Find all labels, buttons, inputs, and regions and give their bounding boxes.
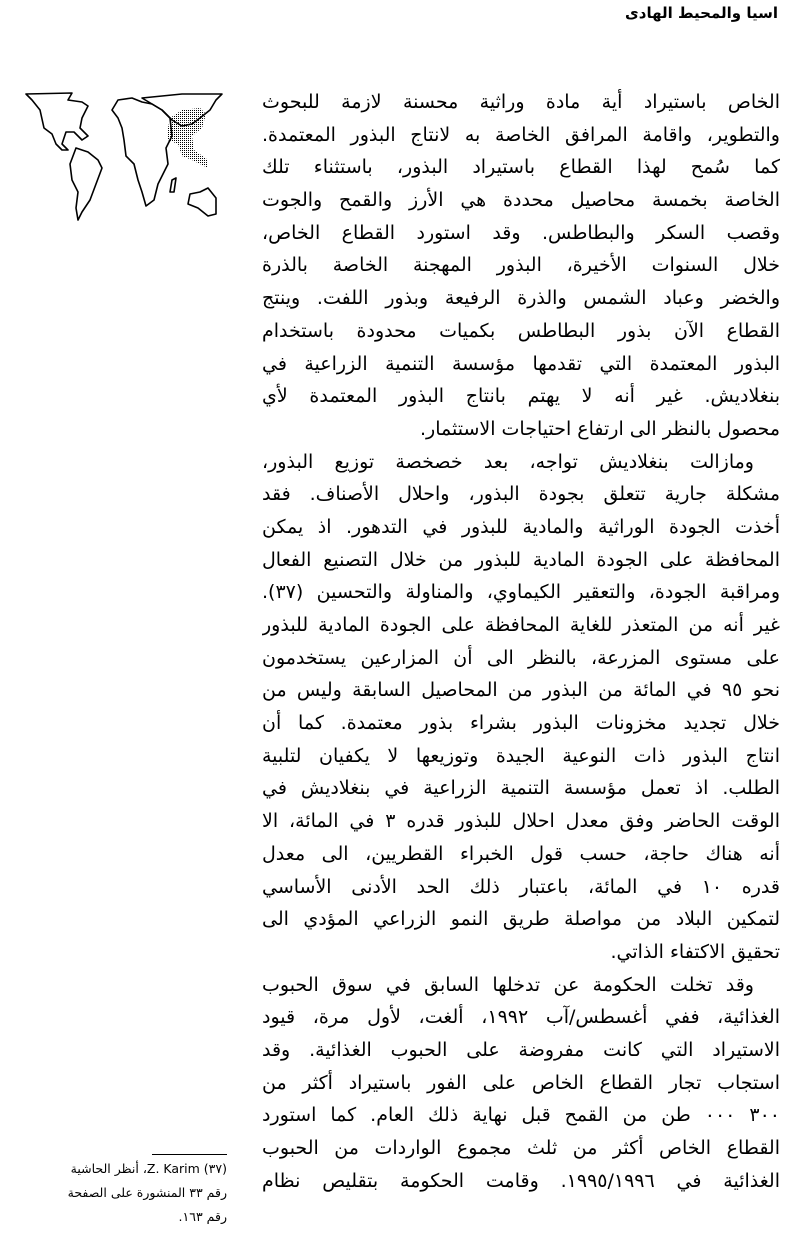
text-line: استجاب تجار القطاع الخاص على الفور باستيراد أكثر من: [262, 1071, 780, 1094]
text-line: خلال السنوات الأخيرة، البذور المهجنة الخاصة بالذرة: [262, 254, 780, 277]
footnote-line: (٣٧) Z. Karim، أنظر الحاشية: [70, 1161, 227, 1176]
text-line: قدره ١٠ في المائة، باعتبار ذلك الحد الأدنى الأساسي: [262, 875, 780, 898]
australia-outline: [188, 188, 216, 216]
text-line: محصول بالنظر الى ارتفاع احتياجات الاستثمار.: [420, 417, 780, 440]
running-head: اسيا والمحيط الهادى: [625, 4, 778, 22]
text-line: مشكلة جارية تتعلق بجودة البذور، واحلال الأصناف. فقد: [262, 483, 780, 506]
text-line: لتمكين البلاد من مواصلة طريق النمو الزراعي المؤدي الى: [262, 908, 780, 931]
text-line: أخذت الجودة الوراثية والمادية للبذور في التدهور. اذ يمكن: [262, 515, 780, 538]
text-line: البذور المعتمدة التي تقدمها مؤسسة التنمية الزراعية في: [262, 352, 780, 375]
north-america-outline: [26, 93, 88, 150]
paragraph-3: [262, 969, 780, 1198]
text-line: الغذائية في ١٩٩٥/١٩٩٦. وقامت الحكومة بتقليص نظام: [262, 1169, 780, 1192]
text-line: أنه هناك حاجة، حسب قول الخبراء القطريين، الى معدل: [262, 842, 780, 865]
text-line: القطاع الآن بذور البطاطس بكميات محدودة باستخدام: [262, 319, 780, 342]
south-america-outline: [70, 148, 102, 220]
footnote-divider: [152, 1154, 227, 1155]
text-line: الخاصة بخمسة محاصيل محددة هي الأرز والقمح والجوت: [262, 189, 780, 212]
text-line: الوقت الحاضر وفق معدل احلال للبذور قدره ٣ في المائة، الا: [262, 810, 780, 833]
text-line: غير أنه من المتعذر للغاية المحافظة على الجودة المادية للبذور: [262, 614, 780, 636]
text-line: ومراقبة الجودة، والتعقير الكيماوي، والمناولة والتحسين (٣٧).: [262, 581, 780, 604]
text-line: ومازالت بنغلاديش تواجه، بعد خصخصة توزيع البذور،: [262, 450, 754, 473]
madagascar-outline: [170, 178, 176, 192]
footnote-line: رقم ٣٣ المنشورة على الصفحة: [67, 1185, 227, 1200]
text-line: الطلب. اذ تعمل مؤسسة التنمية الزراعية في بنغلاديش في: [262, 777, 780, 800]
asia-highlight: [168, 108, 208, 168]
text-line: نحو ٩٥ في المائة من البذور من المحاصيل السابقة وليس من: [262, 679, 780, 702]
paragraph-2: [262, 446, 780, 969]
text-line: والتطوير، واقامة المرافق الخاصة به لانتاج البذور المعتمدة.: [262, 123, 780, 146]
text-line: خلال تجديد مخزونات البذور بشراء بذور معتمدة. كما أن: [262, 712, 780, 735]
text-line: تحقيق الاكتفاء الذاتي.: [610, 940, 780, 963]
text-line: وقصب السكر والبطاطس. وقد استورد القطاع الخاص،: [262, 221, 780, 244]
text-line: الاستيراد التي كانت مفروضة على الحبوب الغذائية. وقد: [262, 1038, 780, 1061]
text-line: على مستوى المزرعة، بالنظر الى أن المزارعين يستخدمون: [262, 646, 780, 669]
text-line: القطاع الخاص أكثر من ثلث مجموع الواردات من الحبوب: [262, 1137, 780, 1159]
text-line: الخاص باستيراد أية مادة وراثية محسنة لازمة للبحوث: [262, 91, 780, 113]
text-line: بنغلاديش. غير أنه لا يهتم بانتاج البذور المعتمدة لأي: [262, 385, 780, 408]
text-line: كما سُمح لهذا القطاع باستيراد البذور، باستثناء تلك: [262, 156, 780, 179]
text-line: ٣٠٠ ٠٠٠ طن من القمح قبل نهاية ذلك العام. كما استورد: [262, 1104, 780, 1127]
world-map-icon: [22, 88, 230, 228]
text-line: الغذائية، ففي أغسطس/آب ١٩٩٢، ألغت، لأول مرة، قيود: [262, 1006, 780, 1029]
europe-africa-outline: [112, 98, 172, 206]
body-text: [262, 86, 780, 1197]
footnote: [67, 1157, 227, 1229]
footnote-line: رقم ١٦٣.: [178, 1209, 227, 1224]
text-line: المحافظة على الجودة المادية للبذور من خلال التصنيع الفعال: [262, 548, 780, 571]
paragraph-1: [262, 86, 780, 446]
text-line: انتاج البذور ذات النوعية الجيدة وتوزيعها لا يكفيان لتلبية: [262, 744, 780, 767]
text-line: وقد تخلت الحكومة عن تدخلها السابق في سوق الحبوب: [262, 973, 754, 996]
text-line: والخضر وعباد الشمس والذرة الرفيعة وبذور اللفت. وينتج: [262, 287, 780, 310]
